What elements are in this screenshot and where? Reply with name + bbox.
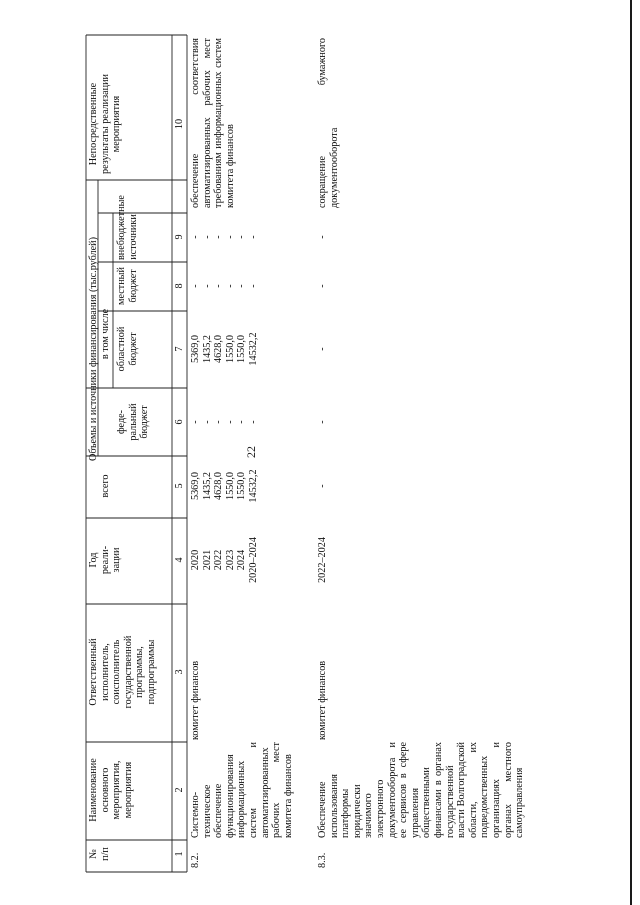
row-8-3-regional: - bbox=[317, 347, 328, 351]
header-local: местный бюджет bbox=[116, 267, 139, 305]
header-financing: Объемы и источники финансирования (тыс.рублей) bbox=[88, 236, 99, 462]
colnum-3: 3 bbox=[174, 669, 185, 675]
row-8-3-years: 2022–2024 bbox=[317, 537, 328, 583]
row-8-2-regional: 5369,0 1435,2 4628,0 1550,0 1550,0 14532,2 bbox=[190, 332, 259, 366]
header-federal: феде- ральный бюджет bbox=[116, 403, 151, 441]
colnum-10: 10 bbox=[174, 118, 185, 130]
row-8-3-num: 8.3. bbox=[317, 852, 328, 868]
header-including: в том числе bbox=[100, 308, 111, 360]
header-result: Непосредственные результаты реализации мероприятия bbox=[88, 74, 123, 175]
row-8-2-executor: комитет финансов bbox=[190, 660, 201, 740]
header-extra: внебюджетные источники bbox=[116, 195, 139, 260]
row-8-3-extra: - bbox=[317, 235, 328, 239]
row-8-3-executor: комитет финансов bbox=[317, 660, 328, 740]
colnum-4: 4 bbox=[174, 557, 185, 563]
header-name: Наименование основного мероприятия, мероприятия bbox=[88, 758, 134, 822]
row-8-3-name: Обеспечение использования платформы юридически значимого электронного документооборота и ее сервисов в сфере управления общественными финансами в органах государственной власти Волгоградской области, их подведомственных организациях и органах местного самоуправления bbox=[317, 742, 526, 838]
colnum-7: 7 bbox=[174, 346, 185, 352]
row-8-2-local: - - - - - - bbox=[190, 284, 259, 288]
row-8-2-years: 2020 2021 2022 2023 2024 2020–2024 bbox=[190, 537, 259, 583]
page-edge bbox=[630, 0, 632, 905]
colnum-2: 2 bbox=[174, 787, 185, 793]
header-num: № п/п bbox=[88, 847, 111, 861]
row-8-3-local: - bbox=[317, 284, 328, 288]
header-total: всего bbox=[100, 474, 111, 498]
row-8-2-total: 5369,0 1435,2 4628,0 1550,0 1550,0 14532,2 bbox=[190, 469, 259, 503]
row-8-2-extra: - - - - - - bbox=[190, 235, 259, 239]
row-8-3-result: сокращение бумажного документооборота bbox=[317, 38, 340, 208]
colnum-8: 8 bbox=[174, 283, 185, 289]
row-8-2-result: обеспечение соответствия автоматизированных рабочих мест требованиям информационных систем комитета финансов bbox=[190, 38, 236, 208]
colnum-9: 9 bbox=[174, 234, 185, 240]
colnum-6: 6 bbox=[174, 419, 185, 425]
row-8-3-federal: - bbox=[317, 420, 328, 424]
row-8-2-federal: - - - - - - bbox=[190, 420, 259, 424]
colnum-1: 1 bbox=[174, 851, 185, 857]
header-executor: Ответственный исполнитель, соисполнитель государственной программы, подпрограммы bbox=[88, 635, 157, 709]
row-8-2-name: Системно-техническое обеспечение функционирования информационных систем и автоматизированных рабочих мест комитета финансов bbox=[190, 742, 294, 838]
row-8-3-total: - bbox=[317, 484, 328, 488]
header-year: Год реали- зации bbox=[88, 545, 123, 575]
colnum-5: 5 bbox=[174, 483, 185, 489]
row-8-2-num: 8.2. bbox=[190, 852, 201, 868]
page-number: 22 bbox=[244, 446, 258, 458]
header-regional: областной бюджет bbox=[116, 326, 139, 372]
